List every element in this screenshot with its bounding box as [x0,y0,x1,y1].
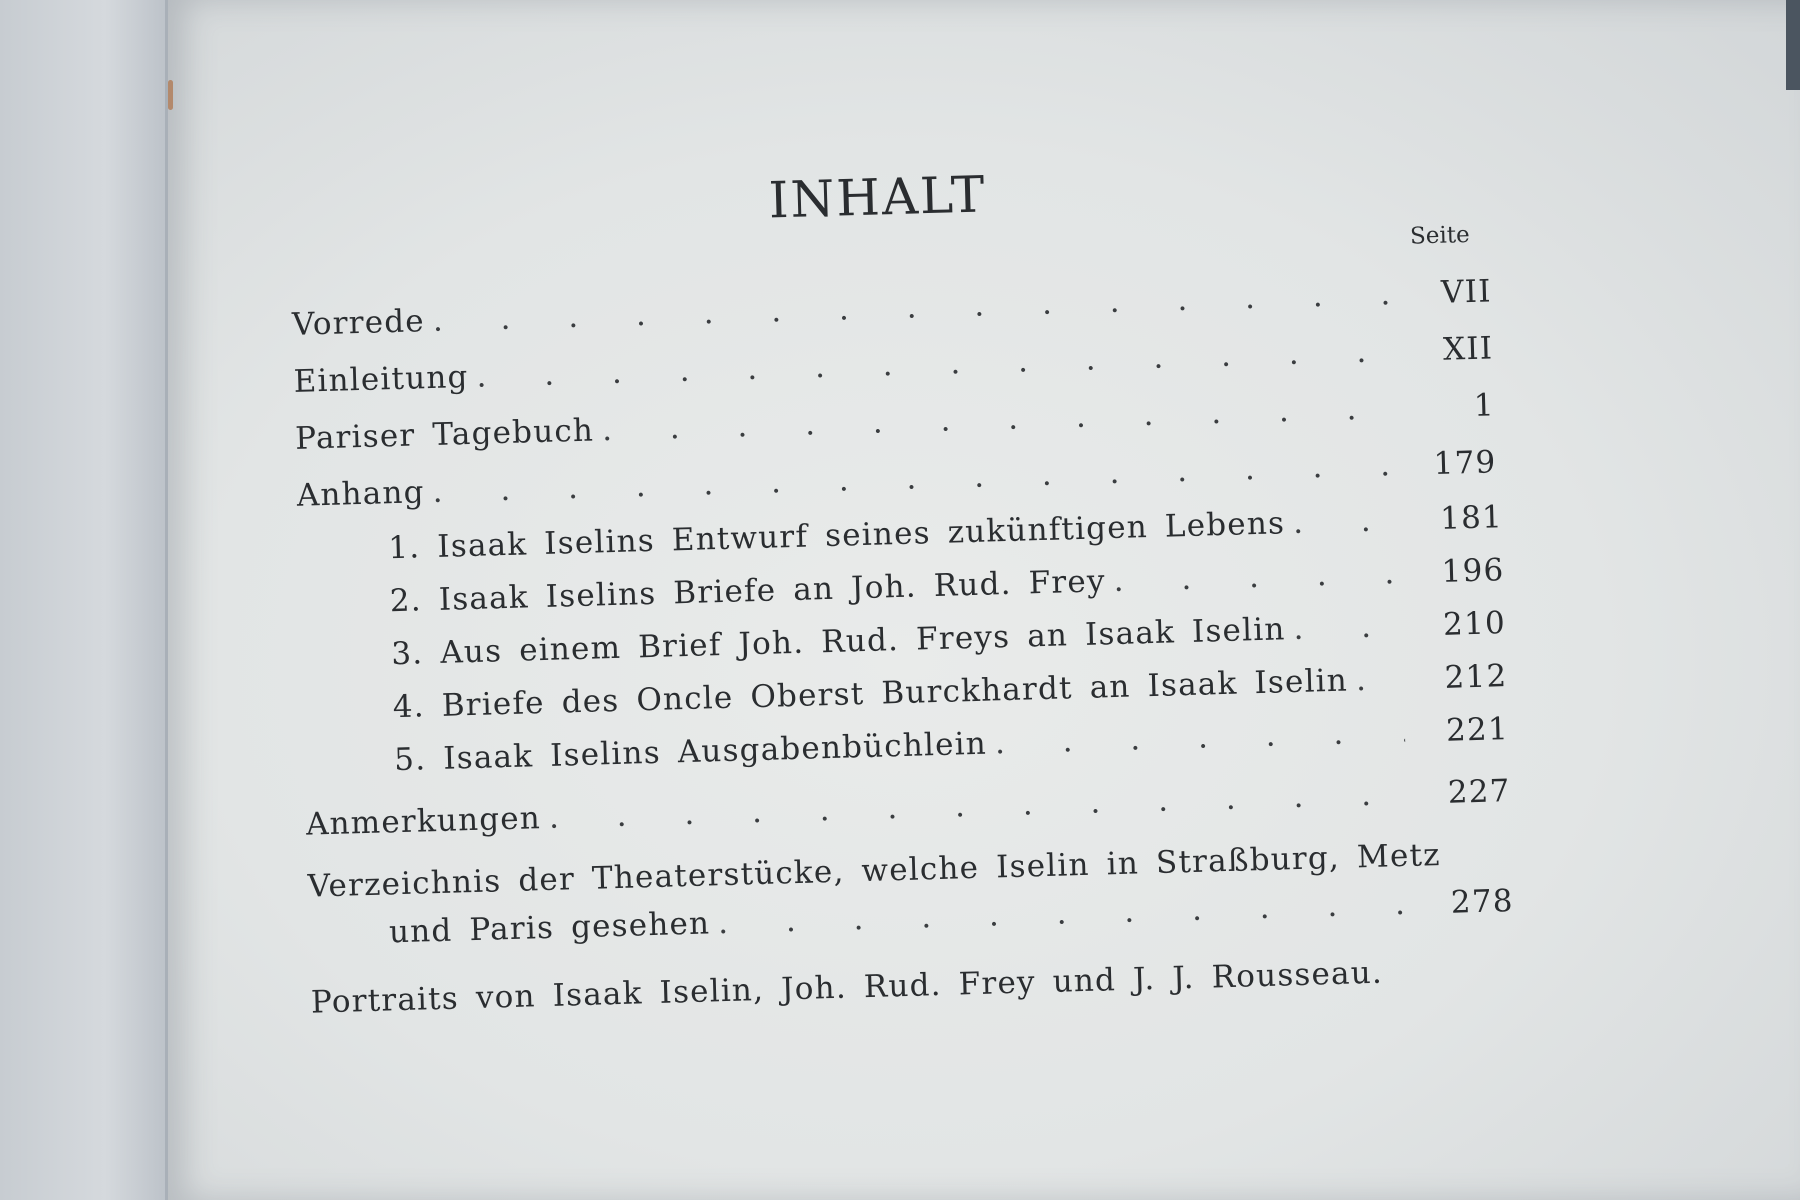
dot-leader [1293,502,1400,541]
dot-leader [994,714,1405,761]
toc-entry-page: 196 [1441,552,1505,590]
dark-background-corner [1786,0,1800,90]
toc-entry-page: 212 [1444,658,1508,696]
toc-entry-label: Anmerkungen [305,800,542,843]
toc-entry-label: 1. Isaak Iselins Entwurf seines zukünftigen Lebens [387,505,1286,567]
dot-leader [432,276,1388,339]
toc-entry-page: VII [1440,273,1493,311]
toc-entry-label: 2. Isaak Iselins Briefe an Joh. Rud. Frey [389,563,1107,620]
toc-entry-page: 210 [1442,605,1507,643]
toc-entry-label: Vorrede [291,303,426,343]
toc-entry-page: 179 [1433,444,1497,483]
toc-entry-label: 5. Isaak Iselins Ausgabenbüchlein [393,725,988,779]
toc-entry-label: Pariser Tagebuch [294,412,595,457]
toc-entry-page: 181 [1439,499,1504,537]
toc-entry-page: 227 [1447,773,1512,811]
toc-entry-page: XII [1442,330,1494,368]
dot-leader [602,390,1392,448]
toc-entry-label-line2: und Paris gesehen [388,905,711,951]
portraits-note: Portraits von Isaak Iselin, Joh. Rud. Frey und J. J. Rousseau. [310,954,1384,1021]
toc-entry-label: Einleitung [293,358,470,400]
page-column-header: Seite [1409,221,1470,250]
toc-entry-label: 3. Aus einem Brief Joh. Rud. Freys an Isaak Iselin [390,611,1286,673]
dot-leader [1293,608,1402,647]
dot-leader [1355,661,1403,698]
toc-entry-label: 4. Briefe des Oncle Oberst Burckhardt an Isaak Iselin [392,662,1349,726]
dot-leader [1113,555,1401,599]
toc-entry-page: 1 [1473,387,1496,424]
dot-leader [548,776,1407,836]
page-title: INHALT [767,165,988,230]
toc-entry-page: 278 [1450,882,1515,921]
toc-entry-page: 221 [1445,711,1510,749]
toc-entry-label-line1: Verzeichnis der Theaterstücke, welche Iselin in Straßburg, Metz [307,837,1442,905]
dot-leader [718,886,1411,941]
toc-entry-label: Anhang [296,474,426,514]
